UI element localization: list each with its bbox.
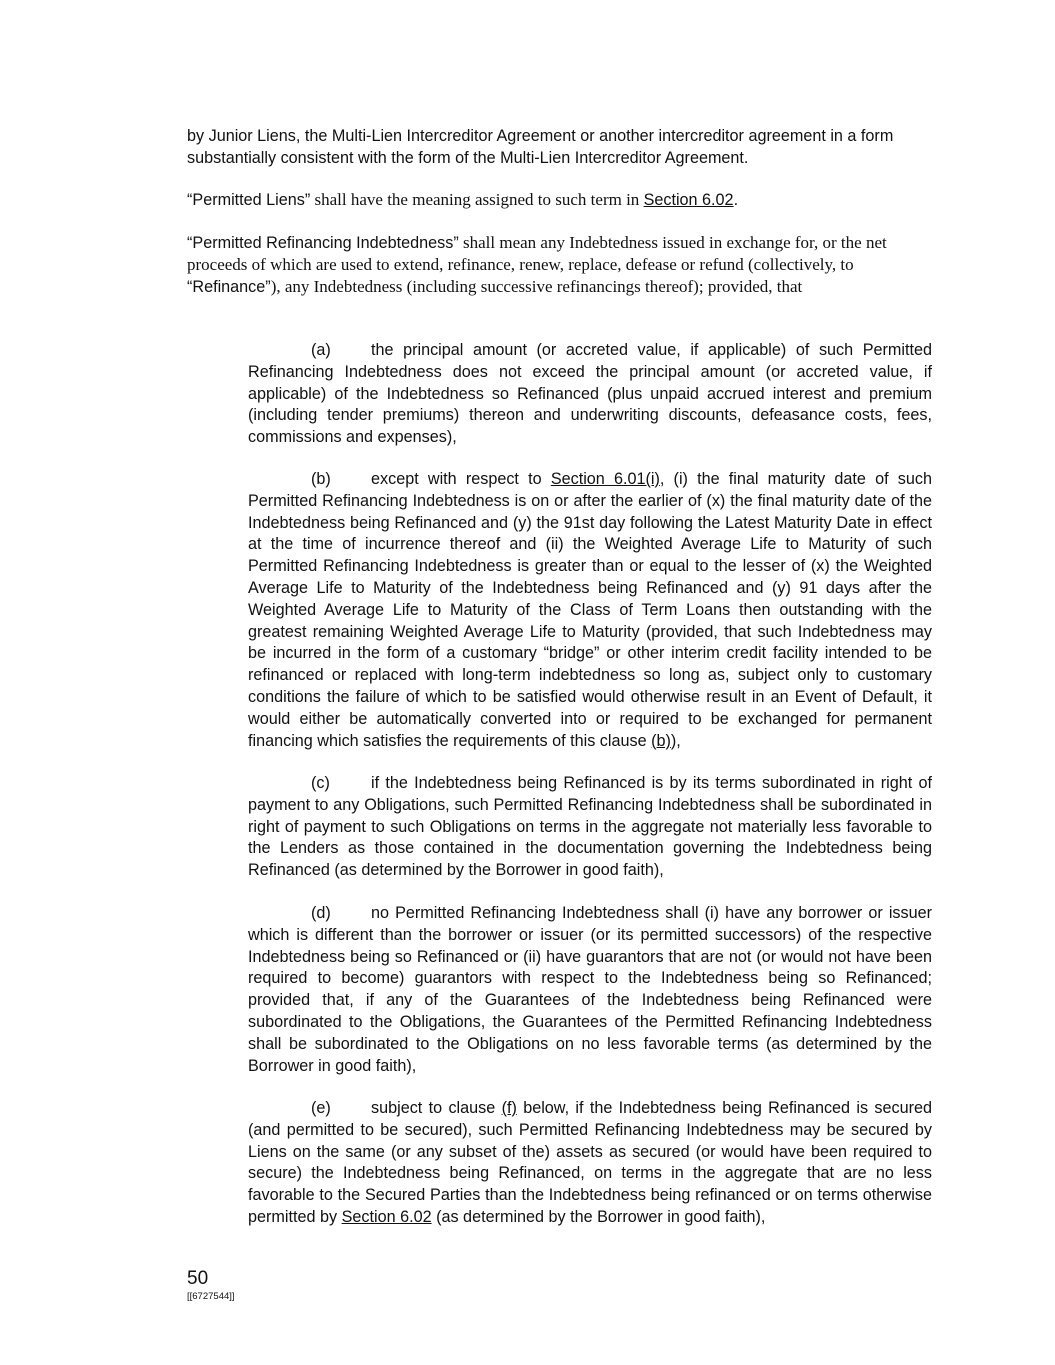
permitted-refinancing-definition: [187, 232, 912, 298]
clause-a-label: (a): [311, 341, 331, 359]
clause-e-label: (e): [311, 1099, 331, 1117]
permitted-refinancing-term: “Permitted Refinancing Indebtedness”: [187, 234, 459, 252]
clause-b-end: ),: [670, 731, 681, 750]
permitted-liens-end: .: [733, 191, 739, 209]
clause-b-label: (b): [311, 470, 331, 488]
clause-b-self-link[interactable]: (b): [651, 731, 671, 750]
clause-b-text: , (i) the final maturity date of such Permitted Refinancing Indebtedness is on or after the earlier of (x) the final maturity date of the Indebtedness being Refinanced and (y) the 91st day following the Latest Maturity Date in effect at the time of incurrence thereof and (ii) the Weighted Average Life to Maturity of such Permitted Refinancing Indebtedness is greater than or equal to the lesser of (x) the Weighted Average Life to Maturity of the Indebtedness being Refinanced and (y) 91 days after the Weighted Average Life to Maturity of the Class of Term Loans then outstanding with the greatest remaining Weighted Average Life to Maturity (provided, that such Indebtedness may be incurred in the form of a customary “bridge” or other interim credit facility intended to be refinanced or replaced with long-term indebtedness so long as, subject only to customary conditions the failure of which to be satisfied would otherwise result in an Event of Default, it would either be automatically converted into or required to be exchanged for permanent financing which satisfies the requirements of this clause: [248, 470, 932, 750]
clause-e-text: below, if the Indebtedness being Refinanced is secured (and permitted to be secured), such Permitted Refinancing Indebtedness may be secured by Liens on the same (or any subset of the) assets as secured (or would have been required to secure) the Indebtedness being Refinanced, on terms in the aggregate that are no less favorable to the Secured Parties than the Indebtedness being refinanced or on terms otherwise permitted by: [248, 1099, 932, 1226]
clause-d-label: (d): [311, 904, 331, 922]
clause-c-text: if the Indebtedness being Refinanced is by its terms subordinated in right of payment to any Obligations, such Permitted Refinancing Indebtedness shall be subordinated in right of payment to such Obligations on terms in the aggregate not materially less favorable to the Lenders as those contained in the documentation governing the Indebtedness being Refinanced (as determined by the Borrower in good faith),: [248, 774, 932, 880]
clause-c-label: (c): [311, 774, 330, 792]
clause-d: [248, 903, 932, 1077]
clause-e: [248, 1098, 932, 1229]
document-id: [[6727544]]: [187, 1291, 235, 1302]
permitted-refinancing-text-2: ), any Indebtedness (including successive refinancings thereof); provided, that: [270, 277, 803, 296]
permitted-liens-term: “Permitted Liens”: [187, 191, 311, 209]
clause-b: [248, 469, 932, 752]
permitted-liens-text: shall have the meaning assigned to such term in: [310, 190, 644, 209]
clause-f-link[interactable]: (f): [501, 1099, 517, 1117]
clause-e-end: (as determined by the Borrower in good faith),: [431, 1207, 766, 1226]
section-601i-link[interactable]: Section 6.01(i): [550, 470, 660, 488]
page-number: 50: [187, 1268, 209, 1289]
clause-e-pre: subject to clause: [371, 1099, 502, 1117]
clause-a: [248, 340, 932, 449]
refinance-term: “Refinance”: [187, 278, 271, 296]
clause-b-pre: except with respect to: [371, 470, 551, 488]
clause-c: [248, 773, 932, 882]
permitted-liens-definition: [187, 189, 912, 211]
permitted-refinancing-text-1: shall mean any Indebtedness issued in exchange for, or the net proceeds of which are used to extend, refinance, renew, replace, defease or refund (collectively, to: [187, 233, 887, 274]
section-602-link[interactable]: Section 6.02: [643, 191, 734, 209]
clause-d-text: no Permitted Refinancing Indebtedness shall (i) have any borrower or issuer which is different than the borrower or issuer (or its permitted successors) of the respective Indebtedness being so Refinanced or (ii) have guarantors that are not (or would not have been required to become) guarantors with respect to the Indebtedness being so Refinanced; provided that, if any of the Guarantees of the Indebtedness being Refinanced were subordinated to the Obligations, the Guarantees of the Permitted Refinancing Indebtedness shall be subordinated to the Obligations on no less favorable terms (as determined by the Borrower in good faith),: [248, 904, 932, 1075]
clause-a-text: the principal amount (or accreted value, if applicable) of such Permitted Refinancing Indebtedness does not exceed the principal amount (or accreted value, if applicable) of the Indebtedness so Refinanced (plus unpaid accrued interest and premium (including tender premiums) thereon and underwriting discounts, defeasance costs, fees, commissions and expenses),: [248, 341, 932, 447]
intro-paragraph: by Junior Liens, the Multi-Lien Intercreditor Agreement or another intercreditor agreement in a form substantially consistent with the form of the Multi-Lien Intercreditor Agreement.: [187, 127, 894, 167]
section-602-link-2[interactable]: Section 6.02: [341, 1207, 432, 1226]
